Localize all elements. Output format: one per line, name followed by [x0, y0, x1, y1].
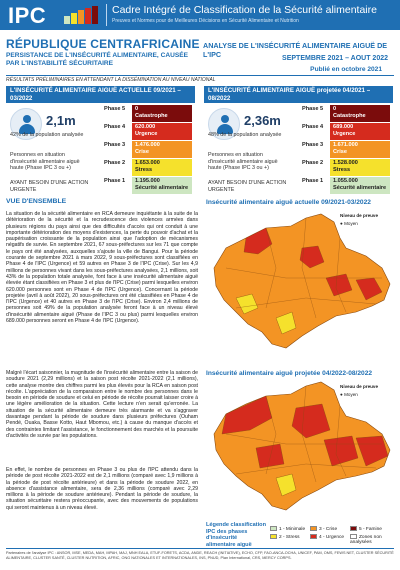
overview-heading: VUE D'ENSEMBLE	[6, 198, 67, 205]
current-percentage: 42% de la population analysée	[10, 132, 84, 138]
header-title: Cadre Intégré de Classification de la Sécurité alimentaire	[112, 4, 377, 16]
projected-need-label: AYANT BESOIN D'UNE ACTION URGENTE	[208, 180, 287, 193]
phase-label: Phase 3	[302, 142, 324, 148]
header-subtitle: Preuves et Normes pour de Meilleures Décisions en Sécurité Alimentaire et Nutrition	[112, 18, 299, 24]
phase-value: 0 Catastrophe	[132, 105, 192, 122]
projected-percentage: 48% de la population analysée	[208, 132, 282, 138]
phase-row	[300, 159, 390, 176]
published-date: Publié en octobre 2021	[310, 66, 382, 73]
current-map-title: Insécurité alimentaire aiguë actuelle 09/2021-03/2022	[206, 199, 371, 206]
header-bar	[0, 0, 400, 30]
analysis-title: ANALYSE DE L'INSÉCURITÉ ALIMENTAIRE AIGUË DE L'IPC	[203, 41, 388, 59]
phase-value: 1.055.000 Sécurité alimentaire	[330, 177, 390, 194]
map1-legend-title: Niveau de preuve	[340, 213, 379, 218]
projected-map	[206, 378, 394, 518]
current-persons-label: Personnes en situation d'insécurité alimentaire aiguë haute (Phase IPC 3 ou +)	[10, 152, 80, 171]
phase-value: 0 Catastrophe	[330, 105, 390, 122]
phase-value: 689.000 Urgence	[330, 123, 390, 140]
analysis-period: SEPTEMBRE 2021 – AOUT 2022	[282, 55, 388, 62]
footer-partners: Partenaires de l'analyse IPC : ANSOR, MSE, MEDA, MAH, MPAH, MAJ, MNH EALA, ETUF-FORETS, ACDA, ANDE, REACH (INITIATIVE), ECHO, CFP, FAO-ANCA-OCHA, UNICEF, PAM, OMS, FEWS NET, CLUSTER SÉCURITÉ ALIMENTAIRE, CLUSTER SANTÉ, CLUSTER NUTRITION, AFRIC, ONG NATIONALES ET INTERNATIONALES, INS, PNUD, Plan International, CRS, MERCY CORPS.	[6, 548, 394, 561]
legend-item: Zones non analysées	[350, 534, 382, 545]
current-total: 2,1m	[46, 113, 76, 128]
legend-title: Légende classification IPC des phases d'insécurité alimentaire aiguë	[206, 522, 266, 548]
phase-row	[300, 105, 390, 122]
legend-item: 2 - Stress	[270, 534, 300, 540]
legend-item: 5 - Famine	[350, 526, 382, 532]
phase-row	[300, 141, 390, 158]
phase-label: Phase 4	[104, 124, 126, 130]
phase-value: 1.671.000 Crise	[330, 141, 390, 158]
current-map	[206, 208, 394, 360]
report-subtitle: PERSISTANCE DE L'INSÉCURITÉ ALIMENTAIRE, CAUSÉE PAR L'INSTABILITÉ SÉCURITAIRE	[6, 52, 189, 67]
phase-row	[102, 105, 192, 122]
phase-label: Phase 1	[302, 178, 324, 184]
legend-item: 3 - Crise	[310, 526, 337, 532]
projected-total: 2,36m	[244, 113, 281, 128]
phase-value: 1.528.000 Stress	[330, 159, 390, 176]
phase-label: Phase 2	[104, 160, 126, 166]
projected-map-title: Insécurité alimentaire aiguë projetée 04/2022-08/2022	[206, 370, 373, 377]
header-divider	[106, 4, 107, 26]
phase-row	[102, 123, 192, 140]
projected-panel-heading: L'INSÉCURITÉ ALIMENTAIRE AIGUË projetée 04/2021 – 08/2022	[204, 86, 393, 103]
phase-label: Phase 1	[104, 178, 126, 184]
legend-item: 4 - Urgence	[310, 534, 344, 540]
map1-legend-item: ● Moyen	[340, 221, 358, 226]
phase-label: Phase 4	[302, 124, 324, 130]
phase-row	[300, 123, 390, 140]
country-title: RÉPUBLIQUE CENTRAFRICAINE	[6, 37, 200, 51]
map2-legend-title: Niveau de preuve	[340, 384, 379, 389]
overview-paragraph-1: La situation de la sécurité alimentaire en RCA demeure inquiétante à la suite de la détérioration de la sécurité et la recrudescence des violences armées dans plusieurs régions du pays ainsi que des difficultés d'accès qui ont conduit à une importante détérioration des moyens d'existences, la perte du pouvoir d'achat et la paupérisation croissante de la population ainsi que l'adoption de mécanismes négatifs de survie. En septembre 2021, 67 sous-préfectures sur les 71 que compte le pays ont été analysées, auxquelles s'ajoute la ville de Bangui. Pour la période courante de septembre 2021 à mars 2022, 9 sous-préfectures sont classifiées en Phase 4 de l'IPC (Urgence) et 59 autres en Phase 3 de l'IPC (Crise). Sur les 4,9 millions de personnes vivant dans les sous-préfectures analysées, 2,1 millions, soit 43% de la population totale analysée, font face à une insécurité alimentaire aiguë élevée étant classifiées en Phase 3 et plus de l'IPC (Crise) parmi lesquelles environ 620.000 personnes sont en Phase 4 de l'IPC (Urgence). Concernant la période projetée (avril à août 2022), 20 sous-préfectures ont été classifiées en Phase 4 de l'IPC (Urgence) et 40 autres en Phase 3 de l'IPC (Crise). Environ 2,4 millions de personnes soit 49% de la population analysée feront face à un niveau élevé d'insécurité alimentaire aiguë (Phase de l'IPC 3 ou plus) parmi lesquelles environ 689.000 personnes seront en Phase 4 de l'IPC (Urgence).	[6, 211, 198, 325]
overview-paragraph-2: Malgré l'écart saisonnier, la magnitude de l'insécurité alimentaire entre la saison de soudure 2021 (2,29 millions) et la saison post récolte 2021-2022 (2,1 millions), cette analyse montre des chiffres parmi les plus élevés pour la RCA en saison post récolte. L'appréciation de la comparaison entre le nombre des personnes dans le besoin en période de soudure et celui en période de récolte pourrait laisser croire à une légère amélioration de la situation. Cette lecture n'en serait qu'erronée. La situation de la sécurité alimentaire demeure très alarmante et va s'aggraver davantage pendant la période de soudure dans plusieurs préfectures (Ouham Pendé, Ouaka, Basse Kotto, Haut Mbomou, etc.) à cause du manque d'accès et des contraintes limitant l'assistance, le fonctionnement des marchés et la poursuite d'activités de survie par les populations.	[6, 370, 198, 439]
phase-label: Phase 2	[302, 160, 324, 166]
ipc-logo-bars-icon	[64, 6, 104, 24]
phase-value: 620.000 Urgence	[132, 123, 192, 140]
phase-label: Phase 5	[302, 106, 324, 112]
preliminary-note: RÉSULTATS PRÉLIMINAIRES EN ATTENDANT LA DISSÉMINATION AU NIVEAU NATIONAL	[6, 77, 216, 83]
phase-row	[102, 141, 192, 158]
legend-item: 1 - Minimale	[270, 526, 305, 532]
phase-row	[102, 159, 192, 176]
projected-persons-label: Personnes en situation d'insécurité alimentaire aiguë haute (Phase IPC 3 ou +)	[208, 152, 278, 171]
phase-row	[300, 177, 390, 194]
map2-legend-item: ● Moyen	[340, 392, 358, 397]
overview-paragraph-3: En effet, le nombre de personnes en Phase 3 ou plus de l'IPC attendu dans la période de post récolte 2021-2022 est de 2,1 millions (comparé avec 1,9 millions à la période de post récolte antérieure) et dans la période de soudure 2022, en absence d'assistance alimentaire, sera de 2,36 millions (comparé avec 2,29 millions à la période de soudure antérieure). Pendant la période de soudure, la situation sécuritaire restera préoccupante, avec des mouvements de populations qui seront maintenus à un niveau élevé.	[6, 467, 198, 511]
title-divider	[6, 75, 394, 76]
phase-label: Phase 5	[104, 106, 126, 112]
ipc-logo: IPC	[8, 3, 47, 28]
phase-value: 1.476.000 Crise	[132, 141, 192, 158]
current-need-label: AYANT BESOIN D'UNE ACTION URGENTE	[10, 180, 89, 193]
phase-value: 1.195.000 Sécurité alimentaire	[132, 177, 192, 194]
phase-value: 1.653.000 Stress	[132, 159, 192, 176]
phase-label: Phase 3	[104, 142, 126, 148]
current-panel-heading: L'INSÉCURITÉ ALIMENTAIRE AIGUË ACTUELLE 09/2021 – 03/2022	[6, 86, 195, 103]
phase-row	[102, 177, 192, 194]
